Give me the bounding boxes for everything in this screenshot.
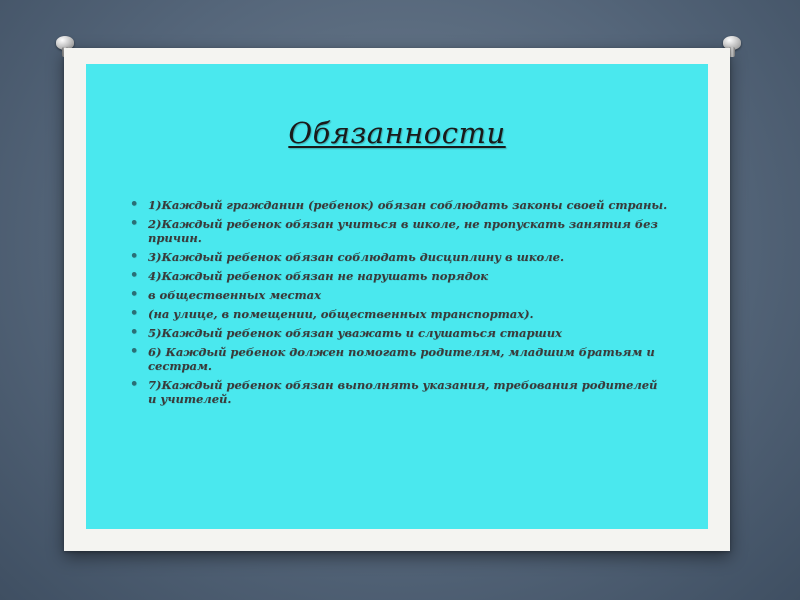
list-item: • 5)Каждый ребенок обязан уважать и слушаться старших — [148, 326, 668, 340]
duties-list — [148, 198, 668, 411]
list-item: • в общественных местах — [148, 288, 668, 302]
list-item: • 2)Каждый ребенок обязан учиться в школе, не пропускать занятия без причин. — [148, 217, 668, 245]
list-item: • 7)Каждый ребенок обязан выполнять указания, требования родителей и учителей. — [148, 378, 668, 406]
slide-paper — [64, 48, 730, 551]
list-item: • 3)Каждый ребенок обязан соблюдать дисциплину в школе. — [148, 250, 668, 264]
list-item: • 6) Каждый ребенок должен помогать родителям, младшим братьям и сестрам. — [148, 345, 668, 373]
list-item: • 4)Каждый ребенок обязан не нарушать порядок — [148, 269, 668, 283]
slide-title-text: Обязанности — [288, 116, 506, 150]
list-item: • (на улице, в помещении, общественных транспортах). — [148, 307, 668, 321]
slide-panel — [86, 64, 708, 529]
list-item: • 1)Каждый гражданин (ребенок) обязан соблюдать законы своей страны. — [148, 198, 668, 212]
slide-title — [86, 116, 708, 150]
